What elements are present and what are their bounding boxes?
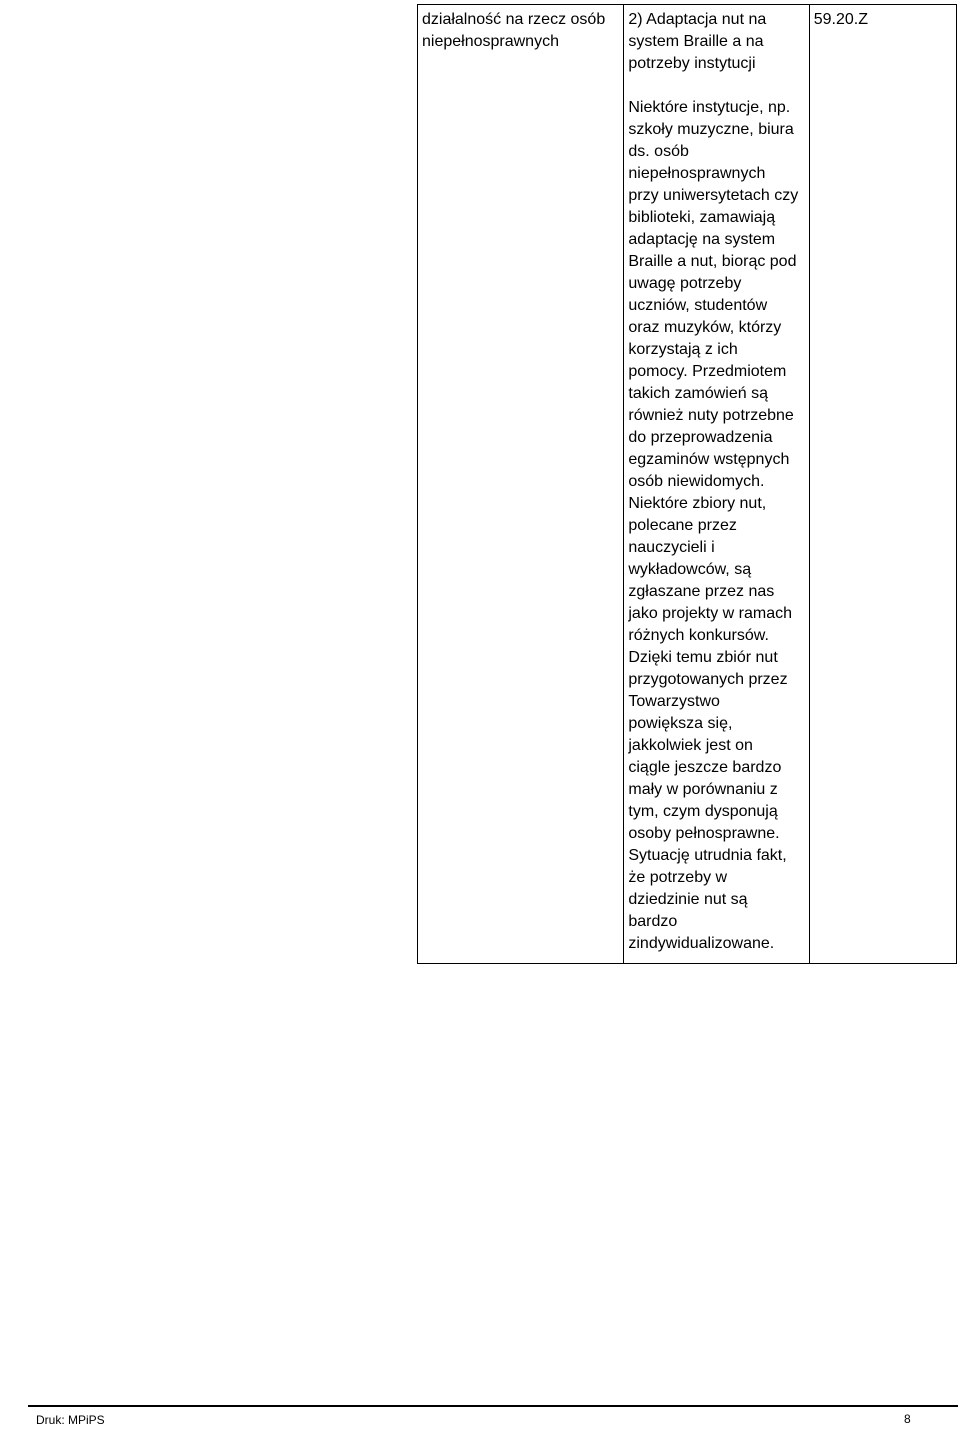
table-row [418, 5, 957, 964]
pkd-code: 59.20.Z [813, 11, 868, 28]
footer-divider [28, 1405, 958, 1407]
activity-table [417, 4, 957, 964]
footer-page-number: 8 [904, 1412, 911, 1426]
area-text: działalność na rzecz osób niepełnosprawnych [422, 11, 606, 50]
task-title: 2) Adaptacja nut na system Braille a na potrzeby instytucji [628, 11, 767, 72]
area-cell [418, 5, 624, 964]
task-cell [624, 5, 809, 964]
task-description: Niektóre instytucje, np. szkoły muzyczne, biura ds. osób niepełnosprawnych przy uniwersytetach czy biblioteki, zamawiają adaptację na system Braille a nut, biorąc pod uwagę potrzeby uczniów, studentów oraz muzyków, którzy korzystają z ich pomocy. Przedmiotem takich zamówień są również nuty potrzebne do przeprowadzenia egzaminów wstępnych osób niewidomych. Niektóre zbiory nut, polecane przez nauczycieli i wykładowców, są zgłaszane przez nas jako projekty w ramach różnych konkursów. Dzięki temu zbiór nut przygotowanych przez Towarzystwo powiększa się, jakkolwiek jest on ciągle jeszcze bardzo mały w porównaniu z tym, czym dysponują osoby pełnosprawne. Sytuację utrudnia fakt, że potrzeby w dziedzinie nut są bardzo zindywidualizowane. [628, 99, 799, 952]
footer-print-label: Druk: MPiPS [36, 1413, 105, 1427]
code-cell [809, 5, 956, 964]
